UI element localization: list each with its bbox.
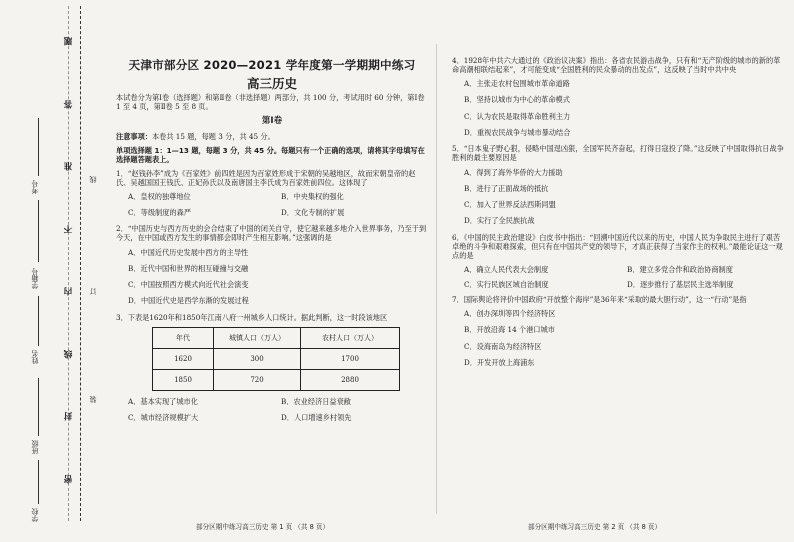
question-5 [452, 144, 786, 225]
question-3 [116, 313, 428, 422]
option-a[interactable]: A．基本实现了城市化 [128, 396, 198, 406]
option-b[interactable]: B．建立多党合作和政治协商制度 [627, 264, 733, 274]
notice-text: 本卷共 15 题，每题 3 分，共 45 分。 [151, 131, 275, 141]
seal-warning [60, 10, 78, 510]
field-class: 班级 [31, 440, 39, 454]
table-header-row [153, 327, 400, 348]
page-footer-right: 部分区期中练习高三历史 第 2 页 （共 8 页） [528, 523, 662, 531]
field-student-id-line [38, 200, 39, 262]
right-page [452, 56, 786, 374]
cut-line [80, 6, 81, 521]
question-stem: 3．下表是1620年和1850年江南八府一州城乡人口统计。据此判断，这一时段该地区 [116, 312, 388, 322]
option-a[interactable]: A．得到了海外华侨的大力援助 [464, 167, 563, 177]
left-page [116, 93, 428, 429]
seal-char: 密 [63, 474, 74, 483]
notice [116, 132, 428, 141]
side-char-zhuang: 装 [89, 396, 97, 403]
option-c[interactable]: C．认为农民是取得革命胜利主力 [464, 111, 571, 121]
option-c[interactable]: C．加入了世界反法西斯同盟 [464, 200, 556, 210]
question-stem: 7．国际舆论将评价中国政府“开放整个海岸”是36年来“采取的最大胆行动”，这一“行动”是指 [452, 294, 747, 304]
seal-char: 准 [63, 162, 74, 171]
question-2 [116, 224, 428, 305]
option-c[interactable]: C．中国按照西方模式向近代社会演变 [128, 280, 249, 290]
single-choice-instructions: 单项选择题 1：1—13 题，每题 3 分，共 45 分。每题只有一个正确的选项，请将其字母填写在选择题答题表上。 [116, 146, 425, 164]
seal-char: 封 [63, 412, 74, 421]
table-row [153, 369, 400, 390]
option-c[interactable]: C．实行民族区域自治制度 [464, 279, 549, 289]
option-a[interactable]: A．主张走农村包围城市革命道路 [464, 79, 570, 89]
field-name: 姓名 [31, 350, 39, 364]
option-d[interactable]: D．逐步推行了基层民主选举制度 [627, 279, 734, 289]
table-header-cell: 农村人口（万人） [301, 327, 400, 348]
page-footer-left: 部分区期中练习高三历史 第 1 页 （共 8 页） [196, 523, 330, 531]
option-b[interactable]: B．近代中国和世界的相互碰撞与交融 [128, 263, 249, 273]
question-stem: 1．“赵钱孙李”成为《百家姓》前四姓是因为百家姓形成于宋朝的吴越地区，故而宋朝皇帝的赵氏、吴越国国王钱氏、正妃孙氏以及南唐国主李氏成为百家姓前四位。这体现了 [116, 169, 416, 188]
question-6 [452, 233, 786, 289]
table-header-cell: 城镇人口（万人） [214, 327, 301, 348]
option-d[interactable]: D．开发开放上海浦东 [464, 358, 535, 368]
exam-subject: 高三历史 [246, 76, 297, 91]
intro-text: 本试卷分为第Ⅰ卷（选择题）和第Ⅱ卷（非选择题）两部分，共 100 分，考试用时 60 分钟，第Ⅰ卷 1 至 4 页，第Ⅱ卷 5 至 8 页。 [116, 93, 425, 111]
table-cell: 1620 [153, 348, 214, 369]
option-d[interactable]: D．人口增速乡村领先 [281, 412, 352, 422]
question-1 [116, 169, 428, 217]
question-options [128, 397, 428, 422]
option-b[interactable]: B．坚持以城市为中心的革命模式 [464, 95, 570, 105]
field-name-line [38, 296, 39, 346]
field-exam-number: 考号 [31, 180, 39, 194]
notice-title: 注意事项： [116, 131, 152, 141]
option-d[interactable]: D．中国近代史是西学东渐的发展过程 [128, 296, 249, 306]
seal-char: 不 [63, 224, 74, 233]
option-c[interactable]: C．设海南岛为经济特区 [464, 341, 542, 351]
table-cell: 2880 [301, 369, 400, 390]
option-b[interactable]: B．开放沿海 14 个港口城市 [464, 325, 555, 335]
question-stem: 4．1928年中共六大通过的《政治议决案》指出：各省农民游击战争，只有和“无产阶级的城市的新的革命高潮相联结起来”，才可能变成“全国胜利的民众暴动的出发点”，这反映了当时中共中央 [452, 56, 781, 74]
option-d[interactable]: D．文化专制的扩展 [281, 208, 345, 218]
side-char-xian: 线 [89, 176, 97, 183]
page-divider [436, 44, 437, 514]
exam-title: 天津市部分区 2020—2021 学年度第一学期期中练习 [128, 58, 416, 72]
table-cell: 1850 [153, 369, 214, 390]
option-a[interactable]: A．皇权的独尊地位 [128, 192, 191, 202]
field-school-line [38, 460, 39, 504]
seal-char: 内 [63, 287, 74, 296]
option-b[interactable]: B．中央集权的强化 [281, 192, 344, 202]
table-header-cell: 年代 [153, 327, 214, 348]
question-stem: 5．“日本鬼子野心狠，侵略中国逞凶狠，全国军民齐奋起，打得日寇投了降。”这反映了中国取得抗日战争胜利的最主要原因是 [452, 144, 784, 163]
option-a[interactable]: A．中国近代历史发展中西方的主导性 [128, 247, 249, 257]
table-cell: 300 [214, 348, 301, 369]
question-options [128, 192, 428, 217]
table-cell: 720 [214, 369, 301, 390]
field-student-id: 学籍号 [31, 268, 39, 289]
option-a[interactable]: A．确立人民代表大会制度 [464, 264, 549, 274]
option-d[interactable]: D．重视农民战争与城市暴动结合 [464, 128, 571, 138]
field-exam-number-line [38, 118, 39, 176]
option-d[interactable]: D．实行了全民族抗战 [464, 216, 535, 226]
question-stem: 2．“中国历史与西方历史的会合结束了中国的闭关自守，使它越来越多地介入世界事务，乃至于到今天，在中国或西方发生的事情都会即时产生相互影响。”这强调的是 [116, 224, 427, 243]
question-7 [452, 295, 786, 367]
seal-char: 答 [63, 99, 74, 108]
seal-char: 线 [63, 349, 74, 358]
volume-heading: 第Ⅰ卷 [261, 116, 283, 127]
option-c[interactable]: C．等级制度的森严 [128, 208, 192, 218]
question-stem: 6．《中国的民主政治建设》白皮书中指出：“回溯中国近代以来的历史，中国人民为争取民主进行了艰苦卓绝的斗争和艰难探索，但只有在中国共产党的领导下，才真正获得了当家作主的权利。”最能论证这一观点的是 [452, 232, 783, 260]
table-cell: 1700 [301, 348, 400, 369]
population-table [152, 327, 400, 391]
question-options [464, 265, 786, 289]
seal-char: 题 [63, 37, 74, 46]
option-c[interactable]: C．城市经济规模扩大 [128, 412, 199, 422]
field-school: 学校 [31, 508, 39, 522]
field-class-line [38, 378, 39, 436]
option-a[interactable]: A．创办深圳等四个经济特区 [464, 309, 556, 319]
option-b[interactable]: B．进行了正面战场的抵抗 [464, 183, 549, 193]
side-char-ding: 订 [89, 288, 97, 295]
option-b[interactable]: B．农业经济日益衰敝 [281, 396, 351, 406]
table-row [153, 348, 400, 369]
question-4 [452, 56, 786, 137]
binding-margin [0, 0, 112, 542]
